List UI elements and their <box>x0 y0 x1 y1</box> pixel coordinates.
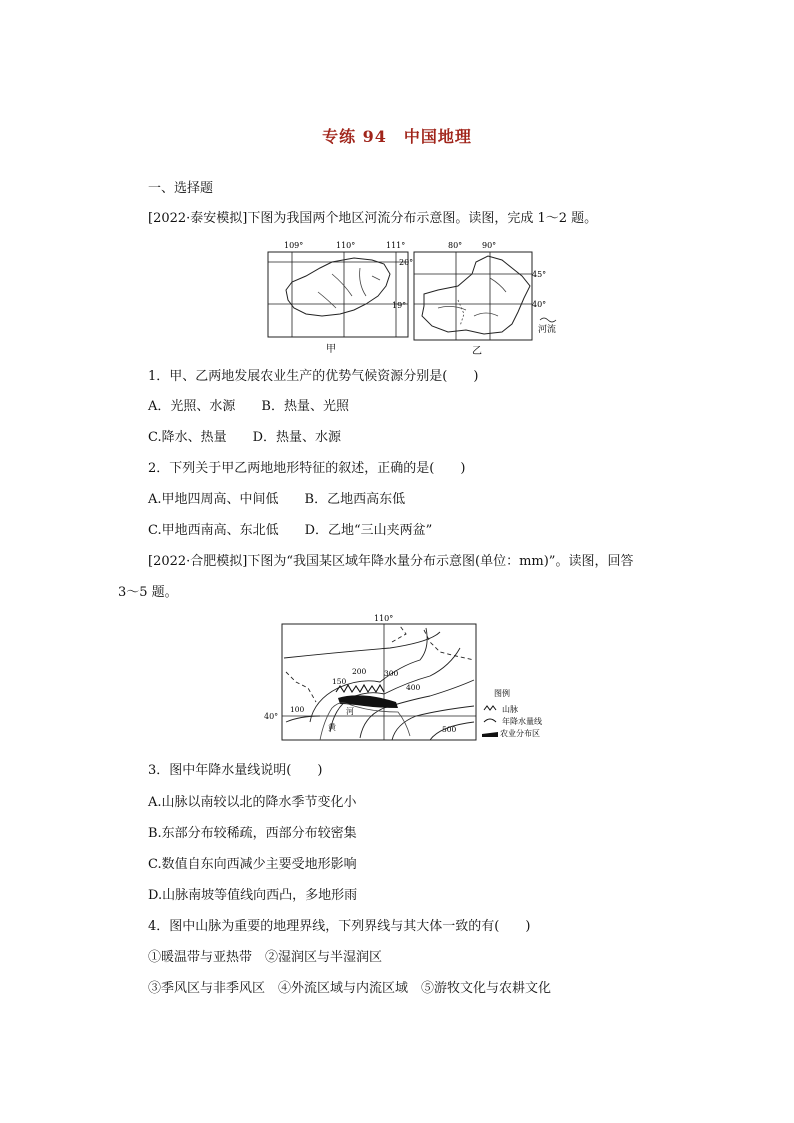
legend-title: 图例 <box>494 689 510 698</box>
question-2-stem: 2．下列关于甲乙两地地形特征的叙述，正确的是( ) <box>148 461 466 476</box>
agri-legend-icon <box>482 732 498 737</box>
border-line <box>286 672 316 702</box>
jia-lat-20: 20° <box>399 258 414 267</box>
lat-40-outer-label: 40° <box>264 712 279 721</box>
border-line <box>392 626 474 660</box>
isoline-label-500: 500 <box>442 725 457 734</box>
isoline-label-150: 150 <box>332 677 347 686</box>
map-yi <box>414 241 556 357</box>
isoline <box>330 648 460 732</box>
yi-lat-40: 40° <box>532 300 547 309</box>
place-huang: 黄 <box>328 723 336 732</box>
yi-lon-90: 90° <box>482 241 497 250</box>
river-line <box>318 268 380 308</box>
question-intro-2: [2022·合肥模拟]下图为“我国某区域年降水量分布示意图(单位：mm)”。读图，回答 <box>148 554 634 569</box>
river-legend-icon <box>540 318 556 322</box>
region-outline <box>422 256 530 334</box>
question-2-options-ab: A.甲地四周高、中间低 B．乙地西高东低 <box>148 492 406 507</box>
question-2-options-cd: C.甲地西南高、东北低 D．乙地“三山夹两盆” <box>148 523 433 538</box>
legend-agri: 农业分布区 <box>500 729 540 738</box>
place-he: 河 <box>346 707 354 716</box>
isoline <box>286 716 320 722</box>
yellow-river <box>320 703 410 740</box>
legend-mountain: 山脉 <box>502 705 518 714</box>
question-1-stem: 1．甲、乙两地发展农业生产的优势气候资源分别是( ) <box>148 369 479 384</box>
isoline-legend-icon <box>484 719 496 722</box>
question-3-stem: 3．图中年降水量线说明( ) <box>148 763 323 778</box>
mountain-legend-icon <box>484 706 496 710</box>
river-map-figure <box>262 238 572 358</box>
question-1-options-ab: A．光照、水源 B．热量、光照 <box>148 399 349 414</box>
isoline-label-100: 100 <box>290 705 305 714</box>
question-intro-2-cont: 3～5 题。 <box>118 585 178 600</box>
isoline-label-300: 300 <box>384 669 399 678</box>
legend <box>482 688 542 738</box>
yi-lon-80: 80° <box>448 241 463 250</box>
jia-lon-109: 109° <box>284 241 304 250</box>
isoline <box>392 706 474 740</box>
yi-lat-45: 45° <box>532 270 547 279</box>
question-3-option-b: B.东部分布较稀疏，西部分布较密集 <box>148 826 357 841</box>
yi-caption: 乙 <box>472 346 482 357</box>
question-3-option-d: D.山脉南坡等值线向西凸，多地形雨 <box>148 888 358 903</box>
jia-lat-19: 19° <box>392 301 407 310</box>
map-jia <box>268 241 413 355</box>
river-line <box>438 278 506 316</box>
yi-legend-river: 河流 <box>538 325 557 335</box>
question-intro-1: [2022·泰安模拟]下图为我国两个地区河流分布示意图。读图，完成 1～2 题。 <box>148 211 598 226</box>
isoline <box>284 632 440 658</box>
jia-lon-111: 111° <box>386 241 406 250</box>
page-title: 专练 94 中国地理 <box>322 127 472 146</box>
question-4-items-2: ③季风区与非季风区 ④外流区域与内流区域 ⑤游牧文化与农耕文化 <box>148 981 552 996</box>
question-1-options-cd: C.降水、热量 D．热量、水源 <box>148 430 342 445</box>
question-3-option-c: C.数值自东向西减少主要受地形影响 <box>148 857 357 872</box>
island-outline <box>286 258 390 316</box>
isoline-label-400: 400 <box>406 683 421 692</box>
question-4-items-1: ①暖温带与亚热带 ②湿润区与半湿润区 <box>148 950 383 965</box>
section-heading: 一、选择题 <box>148 181 214 196</box>
isoline-label-200: 200 <box>352 667 367 676</box>
lon-110-label: 110° <box>374 614 394 623</box>
jia-lon-110: 110° <box>336 241 356 250</box>
question-4-stem: 4．图中山脉为重要的地理界线，下列界线与其大体一致的有( ) <box>148 919 531 934</box>
jia-caption: 甲 <box>326 344 336 355</box>
precipitation-map-figure <box>280 612 560 744</box>
question-3-option-a: A.山脉以南较以北的降水季节变化小 <box>148 795 357 810</box>
isoline <box>310 628 427 722</box>
legend-isoline: 年降水量线 <box>502 717 542 726</box>
